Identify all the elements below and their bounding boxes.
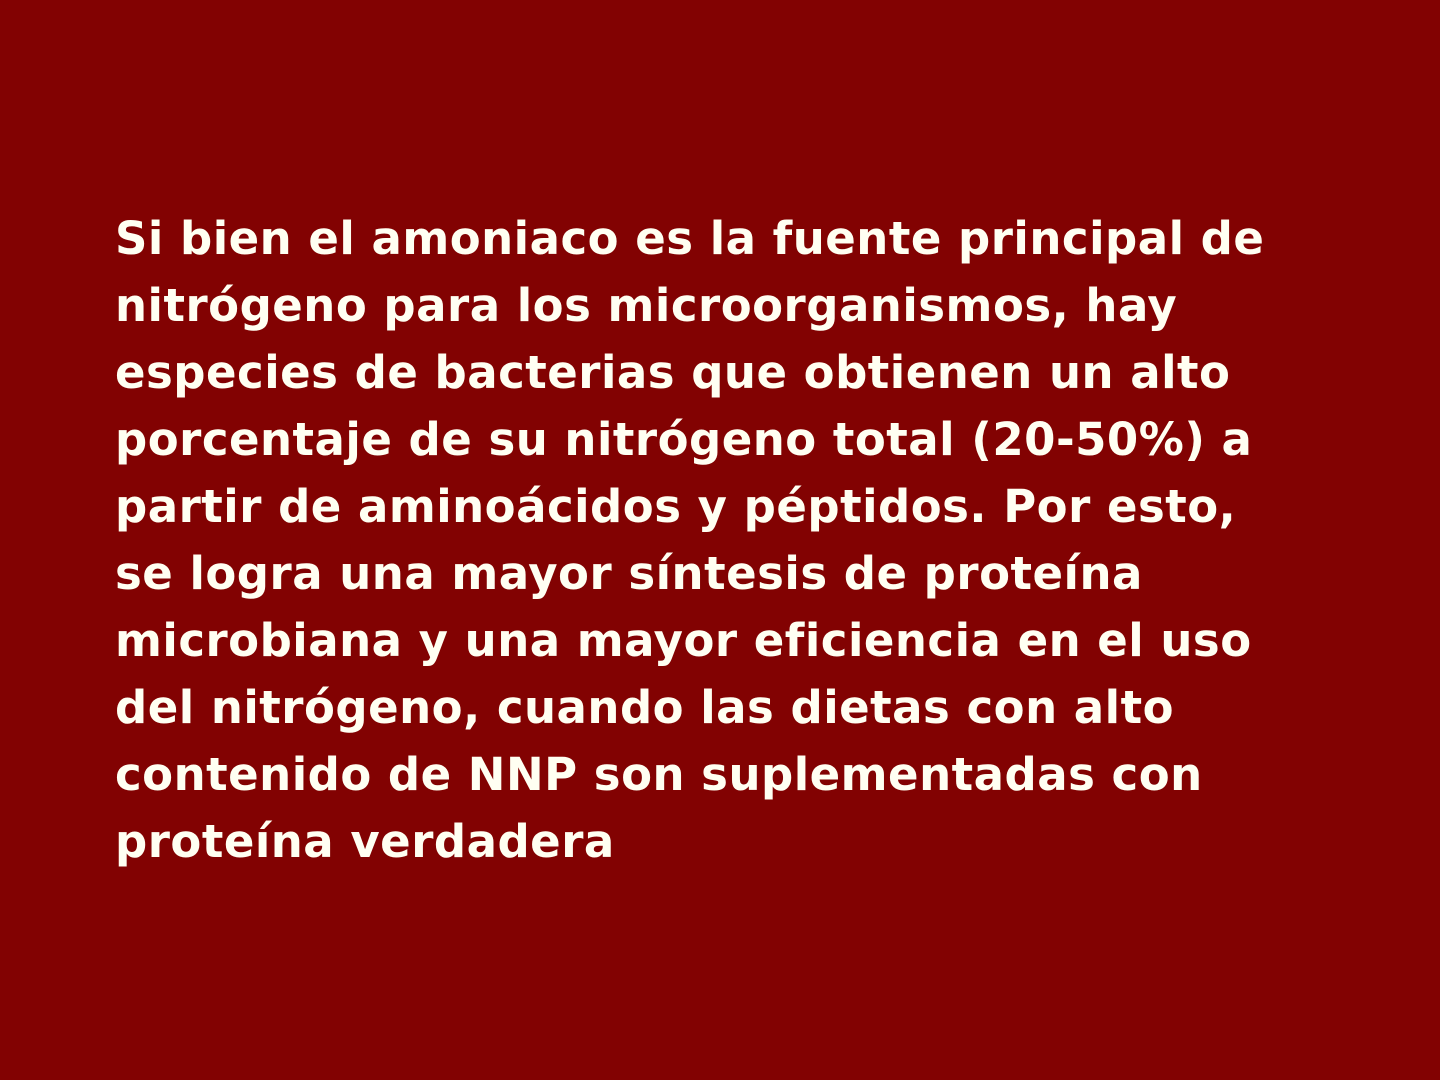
text-line: contenido de NNP son suplementadas con	[115, 748, 1203, 801]
text-line: del nitrógeno, cuando las dietas con alto	[115, 681, 1174, 734]
text-line: microbiana y una mayor eficiencia en el uso	[115, 614, 1252, 667]
text-line: especies de bacterias que obtienen un alto	[115, 346, 1231, 399]
text-line: se logra una mayor síntesis de proteína	[115, 547, 1143, 600]
text-line: nitrógeno para los microorganismos, hay	[115, 279, 1178, 332]
text-line: partir de aminoácidos y péptidos. Por esto,	[115, 480, 1237, 533]
text-line: porcentaje de su nitrógeno total (20-50%) a	[115, 413, 1253, 466]
text-line: Si bien el amoniaco es la fuente principal de	[115, 212, 1265, 265]
text-line: proteína verdadera	[115, 815, 615, 868]
body-text-block	[115, 205, 1345, 875]
